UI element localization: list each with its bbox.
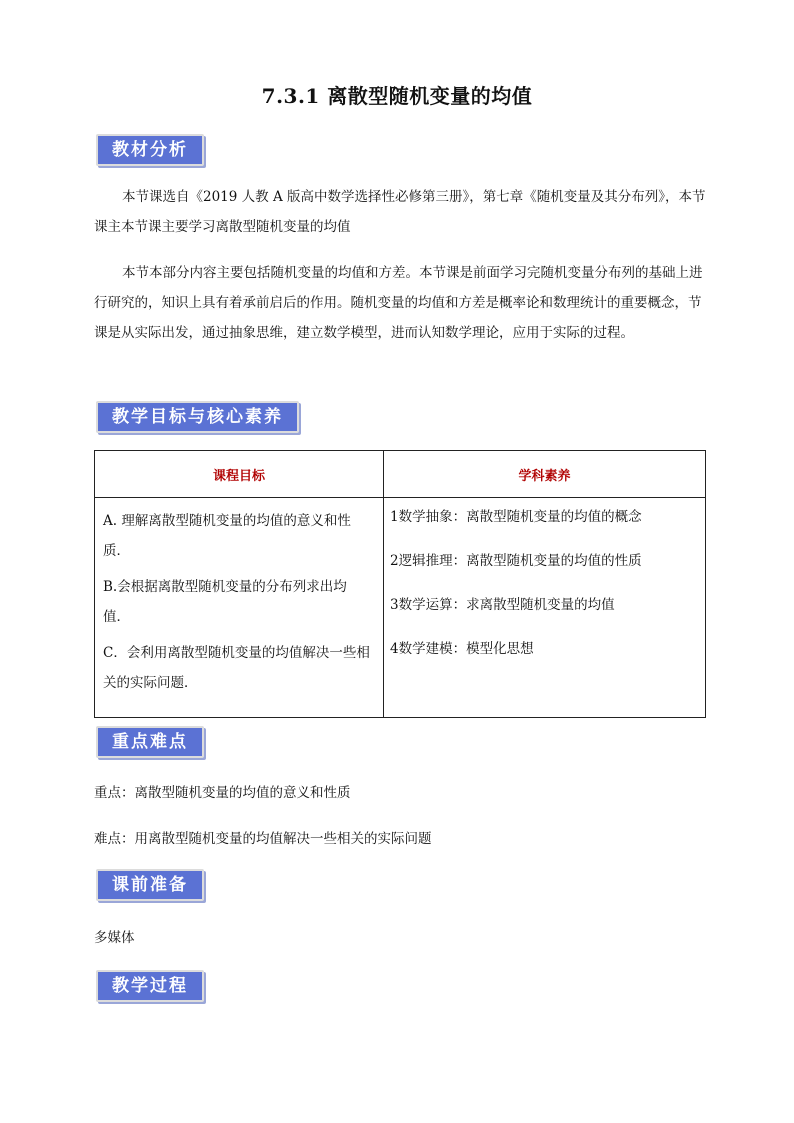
- literacy-item: 1数学抽象：离散型随机变量的均值的概念: [390, 509, 642, 525]
- subject-literacy-cell: [384, 498, 706, 718]
- preparation-text: 多媒体: [94, 930, 135, 946]
- section-heading-analysis: 教材分析: [96, 134, 204, 166]
- literacy-item: 4数学建模：模型化思想: [390, 641, 534, 657]
- objectives-table: [94, 450, 706, 718]
- literacy-item: 3数学运算：求离散型随机变量的均值: [390, 597, 615, 613]
- table-header-subject-literacy: 学科素养: [384, 451, 706, 498]
- section-heading-preparation: 课前准备: [96, 869, 204, 901]
- goal-item: B.会根据离散型随机变量的分布列求出均值．: [103, 579, 347, 625]
- analysis-paragraph-1: 本节课选自《2019 人教 A 版高中数学选择性必修第三册》，第七章《随机变量及其分布列》，本节课主本节课主要学习离散型随机变量的均值: [94, 189, 706, 235]
- goal-item: A. 理解离散型随机变量的均值的意义和性质．: [103, 513, 351, 559]
- goal-item: C．会利用离散型随机变量的均值解决一些相关的实际问题．: [103, 645, 370, 691]
- literacy-item: 2逻辑推理：离散型随机变量的均值的性质: [390, 553, 642, 569]
- keypoint-text: 重点：离散型随机变量的均值的意义和性质: [94, 785, 351, 801]
- table-header-course-goals: 课程目标: [95, 451, 384, 498]
- section-heading-keypoints: 重点难点: [96, 726, 204, 758]
- course-goals-cell: [95, 498, 384, 718]
- analysis-paragraph-2: 本节本部分内容主要包括随机变量的均值和方差。本节课是前面学习完随机变量分布列的基础上进行研究的，知识上具有着承前启后的作用。随机变量的均值和方差是概率论和数理统计的重要概念，节课是从实际出发，通过抽象思维，建立数学模型，进而认知数学理论，应用于实际的过程。: [94, 265, 703, 341]
- section-heading-process: 教学过程: [96, 970, 204, 1002]
- page-title: 7.3.1 离散型随机变量的均值: [261, 84, 533, 108]
- difficulty-text: 难点：用离散型随机变量的均值解决一些相关的实际问题: [94, 831, 432, 847]
- section-heading-objectives: 教学目标与核心素养: [96, 401, 299, 433]
